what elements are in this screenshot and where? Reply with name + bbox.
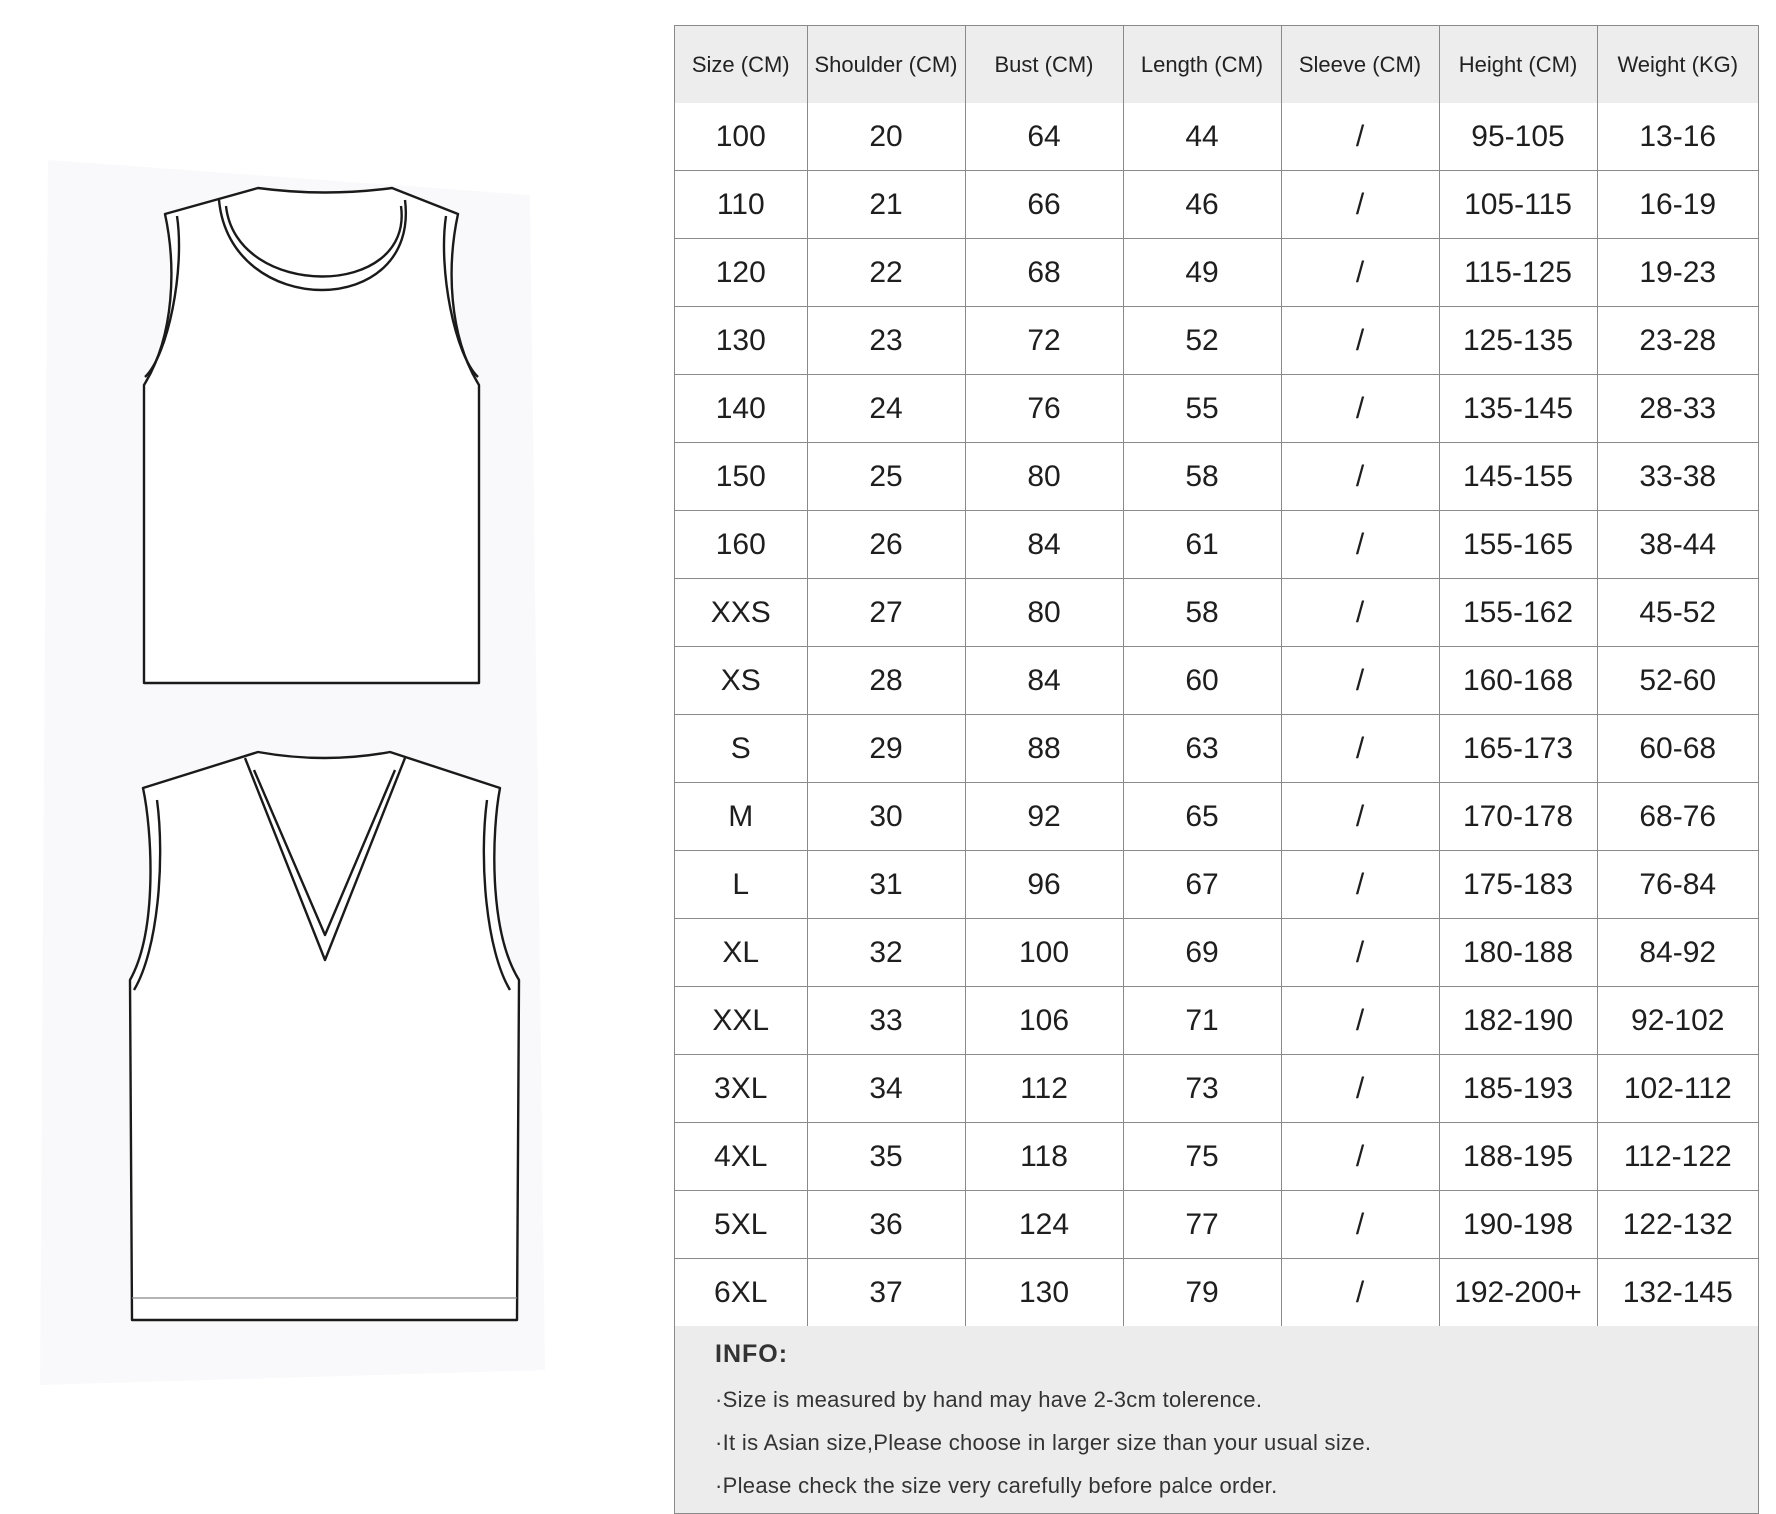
- table-cell: 46: [1123, 171, 1281, 239]
- table-cell: 66: [965, 171, 1123, 239]
- table-cell: 122-132: [1597, 1191, 1758, 1259]
- table-cell: 160: [675, 511, 807, 579]
- info-panel: [675, 1326, 1758, 1513]
- table-cell: 155-165: [1439, 511, 1597, 579]
- table-cell: 100: [675, 103, 807, 171]
- table-row: [675, 171, 1758, 239]
- table-cell: 76: [965, 375, 1123, 443]
- table-cell: 23-28: [1597, 307, 1758, 375]
- table-cell: 182-190: [1439, 987, 1597, 1055]
- table-cell: 112: [965, 1055, 1123, 1123]
- table-cell: 185-193: [1439, 1055, 1597, 1123]
- table-cell: 36: [807, 1191, 965, 1259]
- table-row: [675, 987, 1758, 1055]
- table-cell: XL: [675, 919, 807, 987]
- table-cell: L: [675, 851, 807, 919]
- table-cell: 132-145: [1597, 1259, 1758, 1327]
- table-cell: 72: [965, 307, 1123, 375]
- table-cell: 3XL: [675, 1055, 807, 1123]
- table-cell: 60-68: [1597, 715, 1758, 783]
- table-cell: /: [1281, 579, 1439, 647]
- table-cell: 52: [1123, 307, 1281, 375]
- table-cell: /: [1281, 715, 1439, 783]
- table-cell: 118: [965, 1123, 1123, 1191]
- table-cell: 45-52: [1597, 579, 1758, 647]
- table-cell: 33: [807, 987, 965, 1055]
- table-row: [675, 375, 1758, 443]
- table-cell: 130: [965, 1259, 1123, 1327]
- table-cell: /: [1281, 851, 1439, 919]
- table-cell: 80: [965, 579, 1123, 647]
- table-cell: 22: [807, 239, 965, 307]
- table-cell: 6XL: [675, 1259, 807, 1327]
- table-cell: /: [1281, 307, 1439, 375]
- table-cell: 80: [965, 443, 1123, 511]
- table-cell: /: [1281, 1055, 1439, 1123]
- table-row: [675, 1123, 1758, 1191]
- table-cell: 102-112: [1597, 1055, 1758, 1123]
- table-cell: XS: [675, 647, 807, 715]
- table-cell: /: [1281, 375, 1439, 443]
- table-cell: 170-178: [1439, 783, 1597, 851]
- table-cell: /: [1281, 239, 1439, 307]
- column-header: Size (CM): [675, 26, 807, 103]
- table-cell: XXS: [675, 579, 807, 647]
- table-cell: /: [1281, 1259, 1439, 1327]
- table-row: [675, 579, 1758, 647]
- table-cell: 24: [807, 375, 965, 443]
- table-cell: 76-84: [1597, 851, 1758, 919]
- table-cell: 106: [965, 987, 1123, 1055]
- table-cell: 32: [807, 919, 965, 987]
- table-cell: 96: [965, 851, 1123, 919]
- table-cell: 69: [1123, 919, 1281, 987]
- table-row: [675, 239, 1758, 307]
- table-cell: 130: [675, 307, 807, 375]
- table-cell: 124: [965, 1191, 1123, 1259]
- table-cell: /: [1281, 443, 1439, 511]
- table-cell: 61: [1123, 511, 1281, 579]
- table-cell: /: [1281, 987, 1439, 1055]
- table-cell: 31: [807, 851, 965, 919]
- table-cell: S: [675, 715, 807, 783]
- table-cell: 65: [1123, 783, 1281, 851]
- table-cell: 16-19: [1597, 171, 1758, 239]
- table-cell: 145-155: [1439, 443, 1597, 511]
- table-cell: 120: [675, 239, 807, 307]
- table-cell: 75: [1123, 1123, 1281, 1191]
- table-cell: 84: [965, 647, 1123, 715]
- table-cell: 79: [1123, 1259, 1281, 1327]
- size-table: [675, 26, 1758, 1326]
- table-row: [675, 919, 1758, 987]
- table-cell: 165-173: [1439, 715, 1597, 783]
- table-cell: 27: [807, 579, 965, 647]
- table-cell: 20: [807, 103, 965, 171]
- table-body: [675, 103, 1758, 1326]
- table-cell: M: [675, 783, 807, 851]
- info-title: INFO:: [715, 1340, 789, 1368]
- table-cell: 44: [1123, 103, 1281, 171]
- table-cell: 68-76: [1597, 783, 1758, 851]
- table-cell: 175-183: [1439, 851, 1597, 919]
- table-cell: 13-16: [1639, 119, 1717, 153]
- table-cell: 95-105: [1439, 103, 1597, 171]
- table-row: [675, 851, 1758, 919]
- table-cell: 26: [807, 511, 965, 579]
- table-cell: 28: [807, 647, 965, 715]
- table-cell: /: [1281, 1123, 1439, 1191]
- table-cell: /: [1281, 783, 1439, 851]
- column-header: Shoulder (CM): [807, 26, 965, 103]
- table-cell: XXL: [675, 987, 807, 1055]
- table-row: [675, 783, 1758, 851]
- table-cell: 30: [807, 783, 965, 851]
- table-cell: 84-92: [1597, 919, 1758, 987]
- table-cell: 190-198: [1439, 1191, 1597, 1259]
- table-cell: /: [1281, 171, 1439, 239]
- table-cell: 105-115: [1439, 171, 1597, 239]
- table-cell: 5XL: [675, 1191, 807, 1259]
- column-header: Bust (CM): [965, 26, 1123, 103]
- info-line: · It is Asian size,Please choose in larger size than your usual size.: [715, 1430, 1758, 1456]
- table-cell: 67: [1123, 851, 1281, 919]
- table-cell: 92-102: [1597, 987, 1758, 1055]
- table-cell: 135-145: [1439, 375, 1597, 443]
- table-cell: 35: [807, 1123, 965, 1191]
- table-cell: 160-168: [1439, 647, 1597, 715]
- table-cell: 92: [965, 783, 1123, 851]
- table-cell: /: [1281, 511, 1439, 579]
- table-cell: 88: [965, 715, 1123, 783]
- info-line: · Please check the size very carefully before palce order.: [715, 1473, 1758, 1499]
- table-cell: 140: [675, 375, 807, 443]
- table-cell: 64: [965, 103, 1123, 171]
- column-header: Sleeve (CM): [1281, 26, 1439, 103]
- table-cell: 21: [807, 171, 965, 239]
- table-cell: 150: [675, 443, 807, 511]
- table-cell: 68: [965, 239, 1123, 307]
- table-cell: 73: [1123, 1055, 1281, 1123]
- table-cell: 155-162: [1439, 579, 1597, 647]
- table-cell: 37: [807, 1259, 965, 1327]
- vneck-vest-illustration: [130, 752, 519, 1320]
- table-cell: /: [1281, 919, 1439, 987]
- table-cell: /: [1281, 647, 1439, 715]
- table-cell: 188-195: [1439, 1123, 1597, 1191]
- table-cell: 71: [1123, 987, 1281, 1055]
- table-cell: 34: [807, 1055, 965, 1123]
- table-cell: 192-200+: [1439, 1259, 1597, 1327]
- table-cell: 29: [807, 715, 965, 783]
- table-row: [675, 103, 1758, 171]
- table-cell: 23: [807, 307, 965, 375]
- tank-top-illustration: [144, 188, 479, 683]
- table-cell: 49: [1123, 239, 1281, 307]
- table-cell: 115-125: [1439, 239, 1597, 307]
- table-cell: /: [1281, 103, 1439, 171]
- table-header-row: [675, 26, 1758, 103]
- table-cell: 28-33: [1597, 375, 1758, 443]
- table-cell: 77: [1123, 1191, 1281, 1259]
- table-cell: 112-122: [1597, 1123, 1758, 1191]
- table-cell: 100: [965, 919, 1123, 987]
- table-cell: 52-60: [1597, 647, 1758, 715]
- table-cell: 33-38: [1597, 443, 1758, 511]
- table-cell: 38-44: [1597, 511, 1758, 579]
- size-chart: [674, 25, 1759, 1514]
- table-cell: 58: [1123, 443, 1281, 511]
- vest-illustrations-svg: [0, 0, 660, 1513]
- table-row: [675, 443, 1758, 511]
- column-header: Height (CM): [1439, 26, 1597, 103]
- table-row: [675, 1191, 1758, 1259]
- column-header: Weight (KG): [1597, 26, 1758, 103]
- table-row: [675, 715, 1758, 783]
- table-cell: /: [1281, 1191, 1439, 1259]
- table-cell: 63: [1123, 715, 1281, 783]
- table-row: [675, 511, 1758, 579]
- table-row: [675, 647, 1758, 715]
- table-row: [675, 1259, 1758, 1327]
- table-row: [675, 307, 1758, 375]
- table-cell: 180-188: [1439, 919, 1597, 987]
- table-cell: 84: [965, 511, 1123, 579]
- table-cell: 125-135: [1439, 307, 1597, 375]
- table-cell: 19-23: [1597, 239, 1758, 307]
- table-cell: 110: [675, 171, 807, 239]
- table-cell: 60: [1123, 647, 1281, 715]
- table-row: [675, 1055, 1758, 1123]
- table-cell: 58: [1123, 579, 1281, 647]
- table-cell: 4XL: [675, 1123, 807, 1191]
- info-line: · Size is measured by hand may have 2-3cm tolerence.: [715, 1387, 1758, 1413]
- column-header: Length (CM): [1123, 26, 1281, 103]
- table-cell: 25: [807, 443, 965, 511]
- vest-illustrations: [0, 0, 660, 1513]
- table-cell: 55: [1123, 375, 1281, 443]
